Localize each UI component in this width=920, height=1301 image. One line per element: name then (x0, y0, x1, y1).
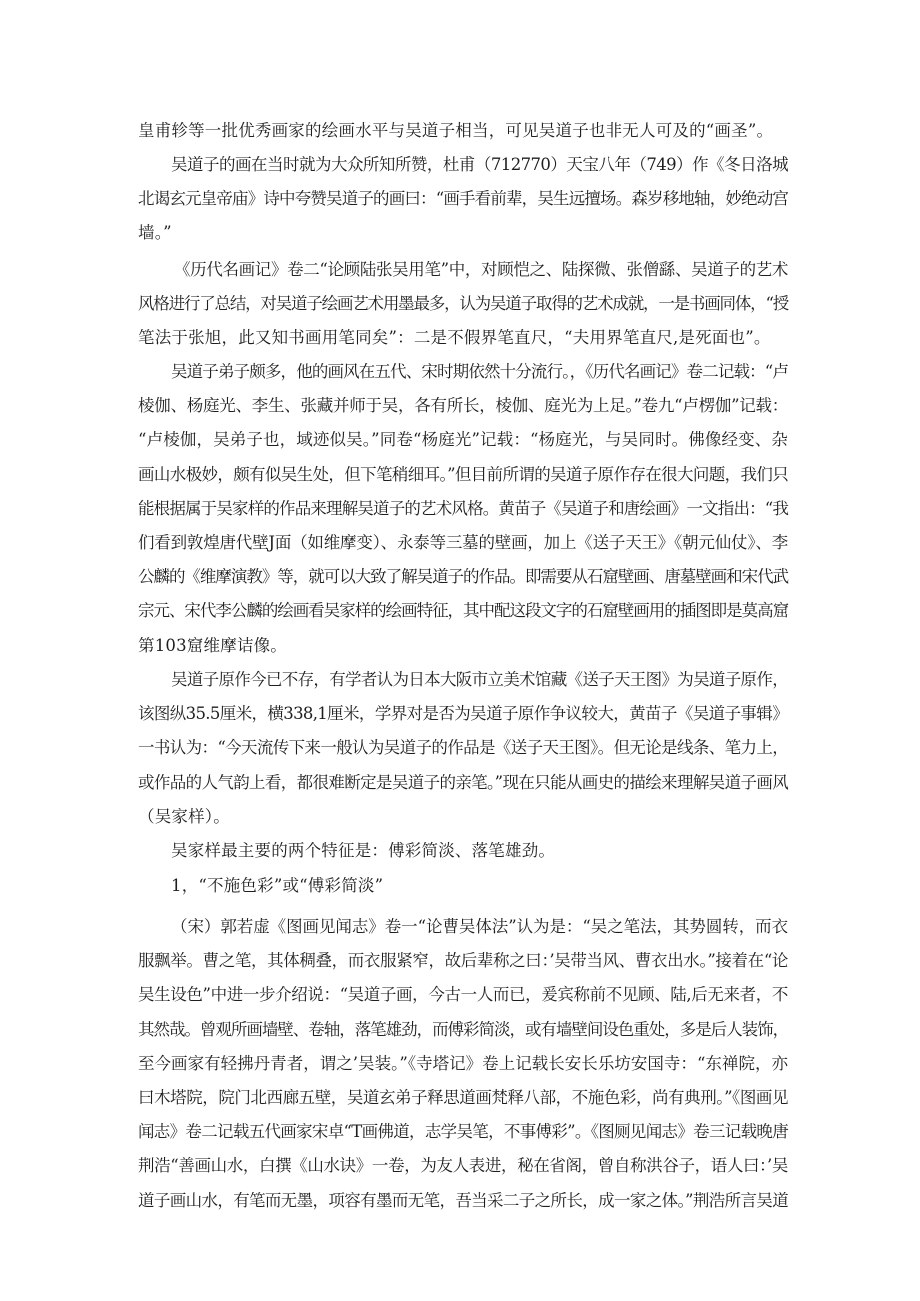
text-line: 宗元、宋代李公麟的绘画看吴家样的绘画特征，其中配这段文字的石窟壁画用的插图即是莫高窟 (138, 601, 788, 621)
text-line: 《历代名画记》卷二“论顾陆张吴用笔”中，对顾恺之、陆探微、张僧繇、吴道子的艺术 (174, 260, 788, 279)
text-line: 荆浩“善画山水，白撰《山水诀》一卷，为友人表进，秘在省阁，曾自称洪谷子，语人曰：’吴 (138, 1156, 788, 1176)
text-line: 皇甫轸等一批优秀画家的绘画水平与吴道子相当，可见吴道子也非无人可及的“画圣”。 (138, 121, 774, 140)
text-line: 墙。” (138, 223, 172, 243)
text-line: 其然哉。曾观所画墙壁、卷轴，落笔雄劲，而傅彩简淡，或有墙壁间设色重处，多是后人装饰， (138, 1019, 788, 1039)
text-line: 风格进行了总结，对吴道子绘画艺术用墨最多，认为吴道子取得的艺术成就，一是书画同体，“授 (138, 294, 788, 314)
text-line: 棱伽、杨庭光、李生、张藏并师于吴，各有所长，棱伽、庭光为上足。”卷九“卢楞伽”记载： (138, 396, 788, 416)
text-line: 至今画家有轻拂丹青者，谓之’吴装。”《寺塔记》卷上记载长安长乐坊安国寺：“东禅院，亦 (138, 1053, 788, 1073)
text-line: 第103窟维摩诘像。 (138, 635, 287, 655)
text-line: “卢棱伽，吴弟子也，域迹似吴。”同卷“杨庭光”记载：“杨庭光，与吴同时。佛像经变、杂 (138, 430, 788, 450)
text-line: 吴道子原作今已不存，有学者认为日本大阪市立美术馆藏《送子天王图》为吴道子原作， (171, 670, 788, 689)
text-line: 能根据属于吴家样的作品来理解吴道子的艺术风格。黄苗子《吴道子和唐绘画》一文指出：“我 (138, 498, 788, 518)
text-line: 道子画山水，有笔而无墨，项容有墨而无笔，吾当采二子之所长，成一家之体。”荆浩所言吴道 (138, 1190, 788, 1210)
paragraph (138, 910, 788, 1218)
paragraph (138, 663, 788, 834)
text-line: 吴道子弟子颇多，他的画风在五代、宋时期依然十分流行。，《历代名画记》卷二记载：“卢 (171, 362, 788, 381)
text-line: 服飘举。曹之笔，其体稠叠，而衣服紧窄，故后辈称之曰：’吴带当风、曹衣出水。”接着在“论 (138, 951, 788, 971)
text-line: 画山水极妙，颇有似吴生处，但下笔稍细耳。”但目前所谓的吴道子原作存在很大问题，我们只 (138, 464, 788, 484)
text-line: （宋）郭若虚《图画见闻志》卷一“论曹吴体法”认为是：“吴之笔法，其势圆转，而衣 (171, 917, 788, 936)
text-line: 或作品的人气韵上看，都很难断定是吴道子的亲笔。”现在只能从画史的描绘来理解吴道子画风 (138, 772, 788, 792)
paragraph (138, 834, 788, 868)
paragraph (138, 148, 788, 251)
text-line: 笔法于张旭，此又知书画用笔同矣”：二是不假界笔直尺，“夫用界笔直尺,是死面也”。 (138, 328, 771, 348)
text-line: 闻志》卷二记载五代画家宋卓“T画佛道，志学吴笔，不事傅彩”。《图厕见闻志》卷三记载晚唐 (138, 1122, 788, 1142)
paragraph (138, 114, 788, 148)
text-line: 一书认为：“今天流传下来一般认为吴道子的作品是《送子天王图》。但无论是线条、笔力上， (138, 738, 788, 758)
text-line: 吴家样最主要的两个特征是：傅彩简淡、落笔雄劲。 (171, 841, 556, 860)
text-line: 北谒玄元皇帝庙》诗中夸赞吴道子的画曰：“画手看前辈，吴生远擅场。森岁移地轴，妙绝动宫 (138, 189, 788, 209)
text-line: 该图纵35.5厘米，横338,1厘米，学界对是否为吴道子原作争议较大，黄苗子《吴道子事辑》 (138, 704, 788, 724)
text-line: 吴生设色”中进一步介绍说：“吴道子画，今古一人而已，爰宾称前不见顾、陆,后无来者，不 (138, 985, 788, 1005)
paragraph (138, 355, 788, 663)
paragraph (138, 253, 788, 356)
text-line: （吴家样）。 (138, 806, 230, 826)
text-line: 们看到敦煌唐代壁J面（如维摩变）、永泰等三墓的壁画，加上《送子天王》《朝元仙仗》、李 (138, 533, 788, 553)
section-heading (138, 869, 788, 903)
text-line: 1，“不施色彩”或“傅彩简淡” (171, 876, 384, 895)
text-line: 曰木塔院，院门北西廊五壁，吴道玄弟子释思道画梵释八部，不施色彩，尚有典刑。”《图画见 (138, 1088, 788, 1108)
text-line: 公麟的《维摩演教》等，就可以大致了解吴道子的作品。即需要从石窟壁画、唐墓壁画和宋代武 (138, 567, 788, 587)
text-line: 吴道子的画在当时就为大众所知所赞，杜甫（712770）天宝八年（749）作《冬日洛城 (171, 155, 788, 174)
